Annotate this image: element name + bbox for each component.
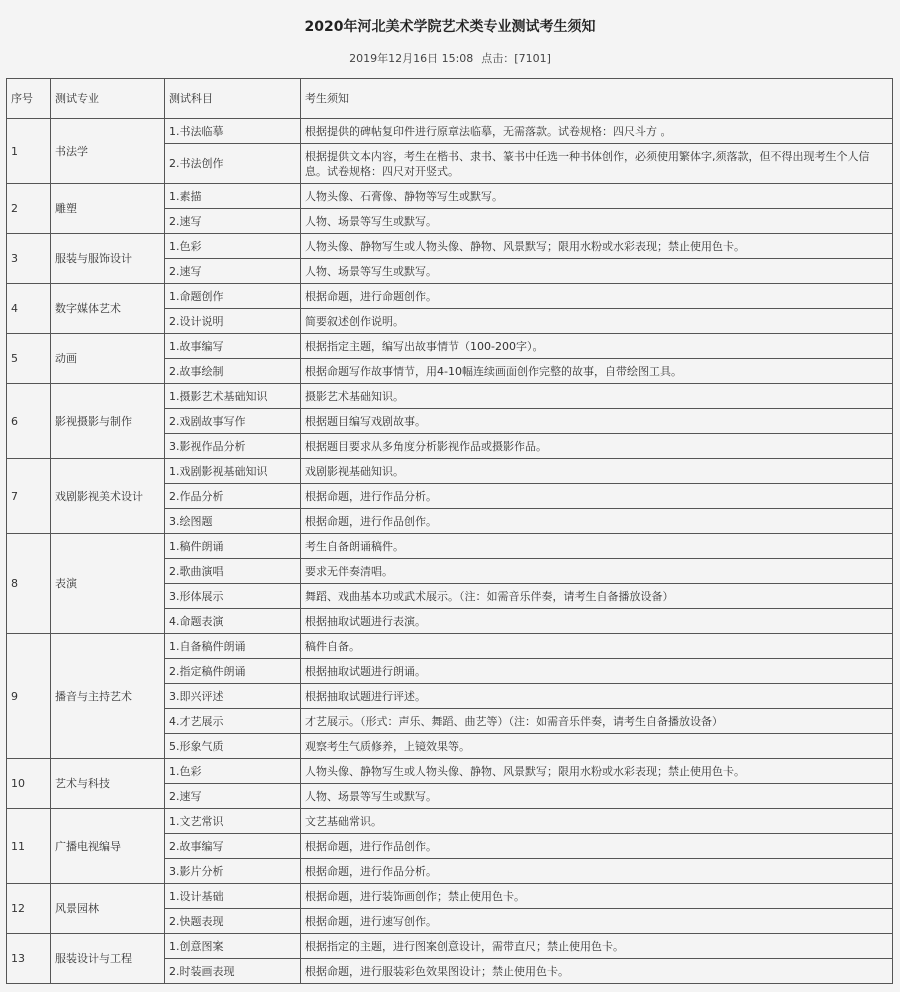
subject-note: 戏剧影视基础知识。 [301, 459, 893, 484]
header-subject: 测试科目 [165, 79, 301, 119]
subject-note: 根据命题，进行速写创作。 [301, 909, 893, 934]
subject-note: 文艺基础常识。 [301, 809, 893, 834]
subject-note: 根据抽取试题进行朗诵。 [301, 659, 893, 684]
post-meta [0, 50, 900, 66]
header-major: 测试专业 [51, 79, 165, 119]
subject-name: 2.速写 [165, 209, 301, 234]
subject-name: 1.素描 [165, 184, 301, 209]
row-number: 8 [7, 534, 51, 634]
subject-note: 根据抽取试题进行表演。 [301, 609, 893, 634]
table-row [7, 934, 893, 959]
subject-name: 1.自备稿件朗诵 [165, 634, 301, 659]
subject-note: 才艺展示。（形式：声乐、舞蹈、曲艺等）（注：如需音乐伴奏，请考生自备播放设备） [301, 709, 893, 734]
table-row [7, 634, 893, 659]
table-row [7, 534, 893, 559]
subject-name: 3.绘图题 [165, 509, 301, 534]
major-name: 表演 [51, 534, 165, 634]
subject-name: 1.书法临摹 [165, 119, 301, 144]
subject-name: 2.书法创作 [165, 144, 301, 184]
subject-name: 1.故事编写 [165, 334, 301, 359]
table-row [7, 759, 893, 784]
subject-name: 2.指定稿件朗诵 [165, 659, 301, 684]
page-title: 2020年河北美术学院艺术类专业测试考生须知 [304, 19, 596, 35]
subject-name: 2.故事绘制 [165, 359, 301, 384]
table-row [7, 384, 893, 409]
subject-note: 人物头像、静物写生或人物头像、静物、风景默写；限用水粉或水彩表现；禁止使用色卡。 [301, 759, 893, 784]
major-name: 广播电视编导 [51, 809, 165, 884]
subject-name: 1.戏剧影视基础知识 [165, 459, 301, 484]
subject-name: 1.稿件朗诵 [165, 534, 301, 559]
header-note: 考生须知 [301, 79, 893, 119]
major-name: 数字媒体艺术 [51, 284, 165, 334]
subject-note: 根据题目编写戏剧故事。 [301, 409, 893, 434]
major-name: 戏剧影视美术设计 [51, 459, 165, 534]
subject-name: 1.设计基础 [165, 884, 301, 909]
subject-note: 舞蹈、戏曲基本功或武术展示。（注：如需音乐伴奏，请考生自备播放设备） [301, 584, 893, 609]
subject-name: 5.形象气质 [165, 734, 301, 759]
row-number: 6 [7, 384, 51, 459]
subject-name: 1.命题创作 [165, 284, 301, 309]
subject-note: 根据指定的主题，进行图案创意设计，需带直尺；禁止使用色卡。 [301, 934, 893, 959]
subject-note: 根据命题，进行命题创作。 [301, 284, 893, 309]
major-name: 影视摄影与制作 [51, 384, 165, 459]
subject-name: 4.才艺展示 [165, 709, 301, 734]
subject-note: 根据命题，进行作品分析。 [301, 859, 893, 884]
row-number: 13 [7, 934, 51, 984]
subject-name: 2.作品分析 [165, 484, 301, 509]
notice-table [6, 78, 893, 984]
major-name: 播音与主持艺术 [51, 634, 165, 759]
major-name: 艺术与科技 [51, 759, 165, 809]
table-row [7, 234, 893, 259]
row-number: 4 [7, 284, 51, 334]
row-number: 9 [7, 634, 51, 759]
subject-note: 稿件自备。 [301, 634, 893, 659]
subject-note: 要求无伴奏清唱。 [301, 559, 893, 584]
subject-name: 2.故事编写 [165, 834, 301, 859]
views-count: [7101] [514, 52, 551, 65]
subject-note: 摄影艺术基础知识。 [301, 384, 893, 409]
subject-name: 1.色彩 [165, 234, 301, 259]
major-name: 书法学 [51, 119, 165, 184]
row-number: 11 [7, 809, 51, 884]
row-number: 5 [7, 334, 51, 384]
subject-note: 人物、场景等写生或默写。 [301, 784, 893, 809]
subject-name: 2.设计说明 [165, 309, 301, 334]
header-row [7, 79, 893, 119]
subject-note: 根据命题，进行作品创作。 [301, 509, 893, 534]
subject-note: 观察考生气质修养，上镜效果等。 [301, 734, 893, 759]
row-number: 2 [7, 184, 51, 234]
subject-name: 2.速写 [165, 259, 301, 284]
subject-note: 根据命题，进行服装彩色效果图设计；禁止使用色卡。 [301, 959, 893, 984]
major-name: 风景园林 [51, 884, 165, 934]
subject-note: 简要叙述创作说明。 [301, 309, 893, 334]
subject-name: 2.戏剧故事写作 [165, 409, 301, 434]
subject-note: 人物、场景等写生或默写。 [301, 209, 893, 234]
table-row [7, 334, 893, 359]
table-row [7, 809, 893, 834]
major-name: 服装设计与工程 [51, 934, 165, 984]
subject-note: 根据提供文本内容，考生在楷书、隶书、篆书中任选一种书体创作，必须使用繁体字,须落款，但不得出现考生个人信息。试卷规格：四尺对开竖式。 [301, 144, 893, 184]
subject-name: 1.创意图案 [165, 934, 301, 959]
subject-name: 2.速写 [165, 784, 301, 809]
subject-note: 人物、场景等写生或默写。 [301, 259, 893, 284]
subject-name: 2.快题表现 [165, 909, 301, 934]
subject-note: 根据题目要求从多角度分析影视作品或摄影作品。 [301, 434, 893, 459]
row-number: 3 [7, 234, 51, 284]
subject-name: 3.影视作品分析 [165, 434, 301, 459]
major-name: 服装与服饰设计 [51, 234, 165, 284]
table-body [7, 119, 893, 984]
table-row [7, 884, 893, 909]
subject-name: 1.色彩 [165, 759, 301, 784]
row-number: 1 [7, 119, 51, 184]
subject-name: 2.时装画表现 [165, 959, 301, 984]
row-number: 10 [7, 759, 51, 809]
subject-name: 3.影片分析 [165, 859, 301, 884]
major-name: 动画 [51, 334, 165, 384]
table-row [7, 184, 893, 209]
table-row [7, 459, 893, 484]
major-name: 雕塑 [51, 184, 165, 234]
table-row [7, 284, 893, 309]
subject-note: 根据命题，进行作品分析。 [301, 484, 893, 509]
subject-note: 根据命题，进行装饰画创作；禁止使用色卡。 [301, 884, 893, 909]
header-no: 序号 [7, 79, 51, 119]
subject-name: 1.摄影艺术基础知识 [165, 384, 301, 409]
subject-note: 人物头像、静物写生或人物头像、静物、风景默写；限用水粉或水彩表现；禁止使用色卡。 [301, 234, 893, 259]
table-row [7, 119, 893, 144]
row-number: 7 [7, 459, 51, 534]
subject-note: 根据命题，进行作品创作。 [301, 834, 893, 859]
subject-note: 根据命题写作故事情节，用4-10幅连续画面创作完整的故事，自带绘图工具。 [301, 359, 893, 384]
subject-note: 根据抽取试题进行评述。 [301, 684, 893, 709]
row-number: 12 [7, 884, 51, 934]
subject-note: 考生自备朗诵稿件。 [301, 534, 893, 559]
subject-name: 2.歌曲演唱 [165, 559, 301, 584]
subject-note: 根据指定主题，编写出故事情节（100-200字）。 [301, 334, 893, 359]
subject-name: 4.命题表演 [165, 609, 301, 634]
subject-note: 人物头像、石膏像、静物等写生或默写。 [301, 184, 893, 209]
views-label: 点击： [481, 52, 515, 65]
subject-name: 3.即兴评述 [165, 684, 301, 709]
subject-note: 根据提供的碑帖复印件进行原章法临摹，无需落款。试卷规格：四尺斗方 。 [301, 119, 893, 144]
subject-name: 3.形体展示 [165, 584, 301, 609]
subject-name: 1.文艺常识 [165, 809, 301, 834]
post-datetime: 2019年12月16日 15:08 [349, 52, 474, 65]
